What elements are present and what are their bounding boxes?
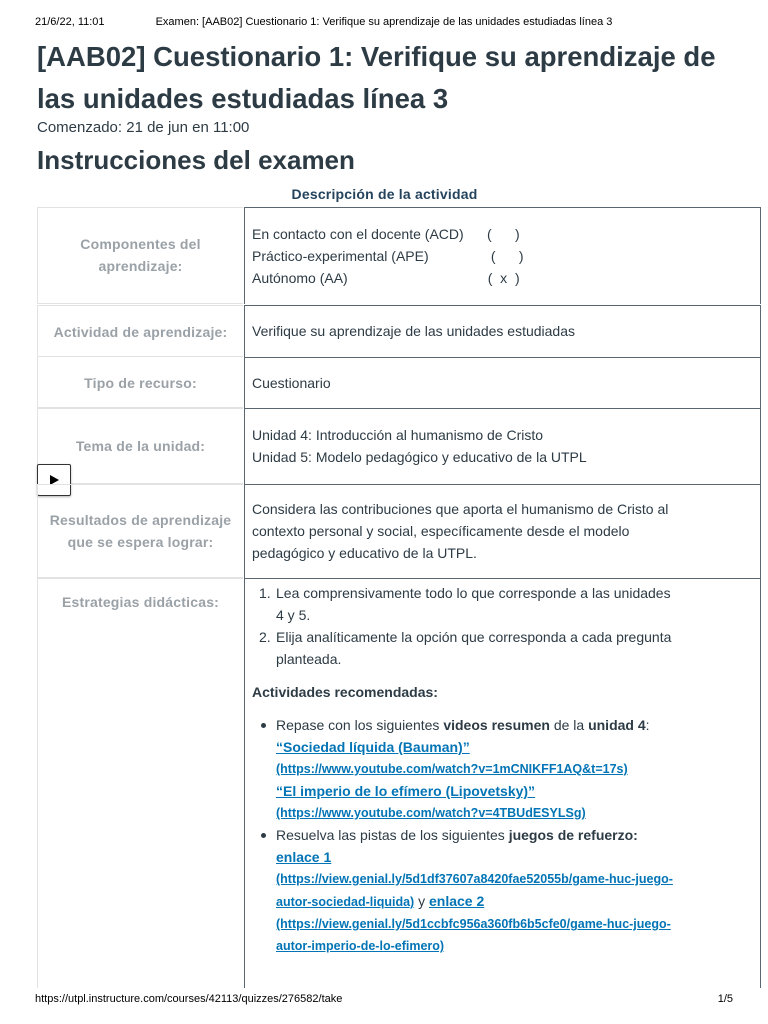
- rec2-pre: Resuelva las pistas de los siguientes: [276, 827, 509, 843]
- video1-url-link[interactable]: (https://www.youtube.com/watch?v=1mCNIKFF1AQ&t=17s): [276, 762, 628, 776]
- results-line1: Considera las contribuciones que aporta el humanismo de Cristo al: [252, 501, 669, 517]
- components-ape: Práctico-experimental (APE) ( ): [252, 248, 524, 264]
- activity-label: Actividad de aprendizaje:: [37, 305, 243, 357]
- rec1-bold1: videos resumen: [443, 717, 550, 733]
- started-info: [37, 119, 249, 136]
- game1-url-line1[interactable]: (https://view.genial.ly/5d1df37607a8420fae52055b/game-huc-juego-: [276, 872, 673, 886]
- topic-label: Tema de la unidad:: [37, 408, 243, 484]
- print-page-number: 1/5: [717, 993, 733, 1005]
- strategies-label: Estrategias didácticas:: [37, 578, 243, 988]
- step-number: 2.: [259, 629, 271, 645]
- video1-link[interactable]: “Sociedad líquida (Bauman)”: [276, 739, 470, 755]
- results-label: [37, 484, 243, 578]
- rec-item-videos: [252, 714, 753, 824]
- results-value: [244, 484, 761, 578]
- connector-text: y: [414, 893, 429, 909]
- topic-unit5: Unidad 5: Modelo pedagógico y educativo de la UTPL: [252, 449, 587, 465]
- components-label-line2: aprendizaje:: [98, 258, 183, 274]
- game1-link[interactable]: enlace 1: [276, 849, 332, 865]
- bullet-icon: [261, 833, 266, 838]
- rec2-text: [276, 824, 753, 846]
- rec2-bold: juegos de refuerzo:: [508, 827, 638, 843]
- components-acd: En contacto con el docente (ACD) ( ): [252, 226, 520, 242]
- game2-url-line1[interactable]: (https://view.genial.ly/5d1ccbfc956a360fb6b5cfe0/game-huc-juego-: [276, 917, 671, 931]
- results-line3: pedagógico y educativo de la UTPL.: [252, 545, 477, 561]
- rec1-text: [276, 714, 753, 736]
- topic-unit4: Unidad 4: Introducción al humanismo de Cristo: [252, 427, 544, 443]
- step-number: 1.: [259, 585, 271, 601]
- print-page-title: Examen: [AAB02] Cuestionario 1: Verifique su aprendizaje de las unidades estudiadas línea 3: [155, 16, 613, 28]
- resource-value: Cuestionario: [244, 357, 761, 408]
- bullet-icon: [261, 723, 266, 728]
- game2-url-line2[interactable]: autor-imperio-de-lo-efimero): [276, 939, 445, 953]
- game2-link[interactable]: enlace 2: [428, 893, 485, 909]
- step1-line2: 4 y 5.: [276, 607, 311, 623]
- print-date: 21/6/22, 11:01: [35, 16, 105, 28]
- quiz-title-line1: [AAB02] Cuestionario 1: Verifique su aprendizaje de: [37, 41, 716, 72]
- topic-value: [244, 408, 761, 484]
- rec-item-games: [252, 824, 753, 957]
- quiz-title: [37, 36, 737, 120]
- steps-list: [252, 582, 753, 670]
- components-label: [37, 207, 243, 304]
- step1-line1: Lea comprensivamente todo lo que corresponde a las unidades: [276, 585, 671, 601]
- quiz-title-line2: las unidades estudiadas línea 3: [37, 83, 449, 114]
- started-label: Comenzado:: [37, 119, 123, 136]
- video2-url-link[interactable]: (https://www.youtube.com/watch?v=4TBUdESYLSg): [276, 806, 586, 820]
- recs-heading: Actividades recomendadas:: [252, 684, 438, 700]
- components-aa: Autónomo (AA) ( x ): [252, 270, 520, 286]
- step2-line1: Elija analíticamente la opción que corresponda a cada pregunta: [276, 629, 672, 645]
- components-value: [244, 207, 761, 304]
- print-footer: [0, 993, 768, 1009]
- strategies-value: [244, 578, 761, 988]
- activity-value: Verifique su aprendizaje de las unidades estudiadas: [244, 305, 761, 357]
- rec1-pre: Repase con los siguientes: [276, 717, 444, 733]
- rec1-bold2: unidad 4: [588, 717, 646, 733]
- step-item: [252, 626, 753, 670]
- print-header: [0, 16, 768, 32]
- game1-url-line2[interactable]: autor-sociedad-liquida): [276, 895, 415, 909]
- instructions-heading: Instrucciones del examen: [37, 145, 355, 175]
- step-item: [252, 582, 753, 626]
- rec1-mid: de la: [549, 717, 589, 733]
- results-label-line2: que se espera lograr:: [67, 534, 214, 550]
- results-line2: contexto personal y social, específicamente desde el modelo: [252, 523, 630, 539]
- rec1-post: :: [645, 717, 650, 733]
- components-label-line1: Componentes del: [80, 236, 201, 252]
- step2-line2: planteada.: [276, 651, 342, 667]
- print-url: https://utpl.instructure.com/courses/42113/quizzes/276582/take: [35, 993, 343, 1005]
- table-caption: Descripción de la actividad: [291, 186, 478, 202]
- video2-link[interactable]: “El imperio de lo efímero (Lipovetsky)”: [276, 783, 536, 799]
- resource-label: Tipo de recurso:: [37, 357, 243, 408]
- recs-list: [252, 714, 753, 957]
- started-value: 21 de jun en 11:00: [126, 119, 250, 136]
- results-label-line1: Resultados de aprendizaje: [49, 512, 232, 528]
